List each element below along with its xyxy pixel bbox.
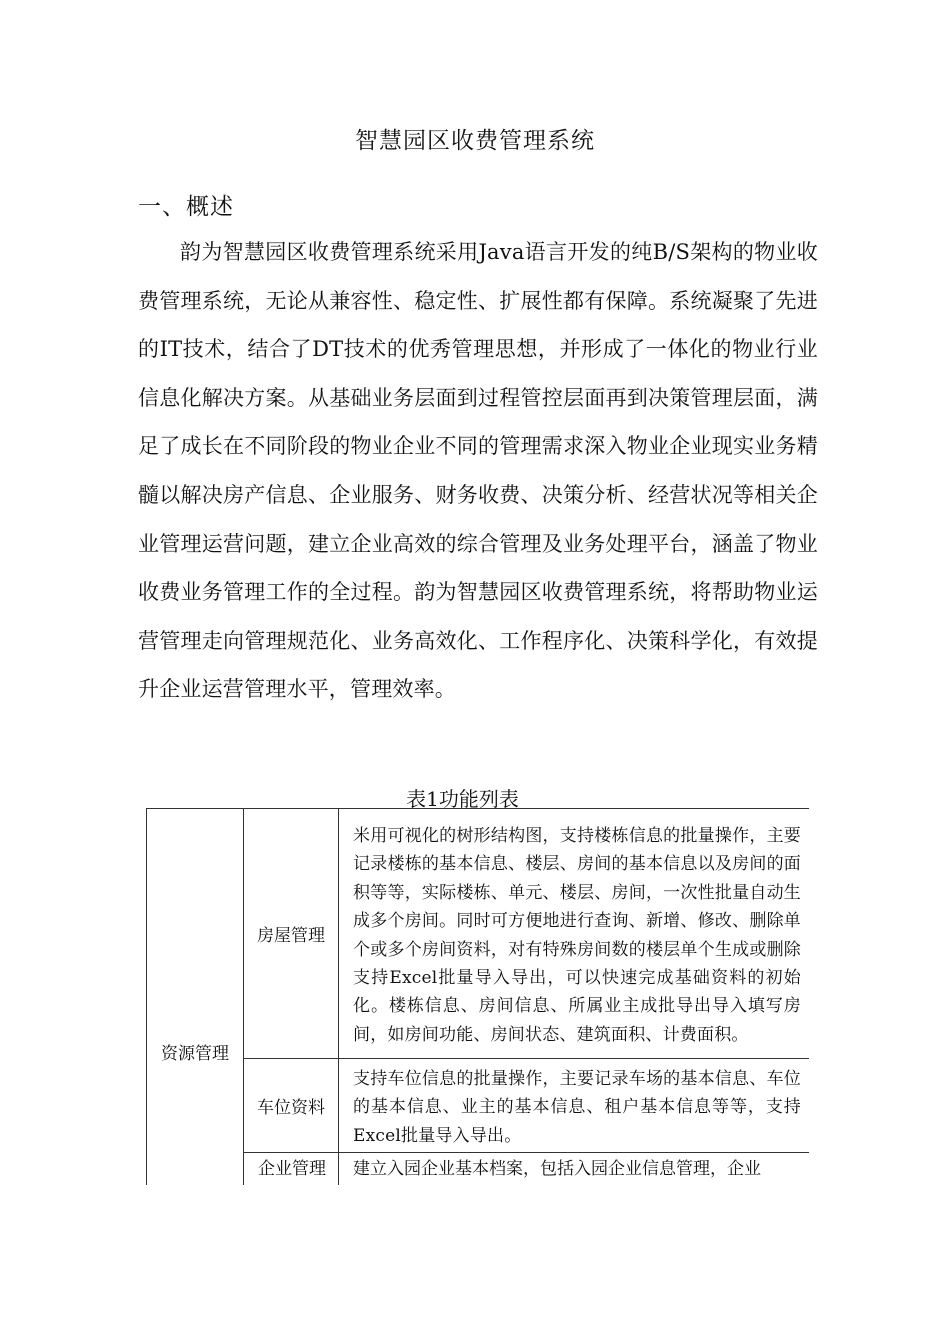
module-description: 支持车位信息的批量操作，主要记录车场的基本信息、车位的基本信息、业主的基本信息、租户基本信息等等，支持Excel批量导入导出。 xyxy=(353,1069,801,1146)
description-cell xyxy=(339,1153,810,1185)
description-cell xyxy=(339,1059,810,1153)
category-label: 资源管理 xyxy=(161,1044,229,1064)
module-description: 米用可视化的树形结构图，支持楼栋信息的批量操作，主要记录楼栋的基本信息、楼层、房间的基本信息以及房间的面积等等，实际楼栋、单元、楼层、房间，一次性批量自动生成多个房间。同时可方便地进行查询、新增、修改、删除单个或多个房间资料，对有特殊房间数的楼层单个生成或删除支持Excel批量导入导出，可以快速完成基础资料的初始化。楼栋信息、房间信息、所属业主成批导出导入填写房间，如房间功能、房间状态、建筑面积、计费面积。 xyxy=(353,825,801,1045)
module-cell xyxy=(244,1153,339,1185)
function-table-container xyxy=(146,808,809,1185)
overview-paragraph: 韵为智慧园区收费管理系统采用Java语言开发的纯B/S架构的物业收费管理系统，无论从兼容性、稳定性、扩展性都有保障。系统凝聚了先进的IT技术，结合了DT技术的优秀管理思想，并形成了一体化的物业行业信息化解决方案。从基础业务层面到过程管控层面再到决策管理层面，满足了成长在不同阶段的物业企业不同的管理需求深入物业企业现实业务精髓以解决房产信息、企业服务、财务收费、决策分析、经营状况等相关企业管理运营问题，建立企业高效的综合管理及业务处理平台，涵盖了物业收费业务管理工作的全过程。韵为智慧园区收费管理系统，将帮助物业运营管理走向管理规范化、业务高效化、工作程序化、决策科学化，有效提升企业运营管理水平，管理效率。 xyxy=(138,240,818,702)
table-row xyxy=(147,1153,810,1185)
module-cell xyxy=(244,1059,339,1153)
module-label: 车位资料 xyxy=(257,1098,325,1119)
category-cell xyxy=(147,809,244,1186)
table-caption: 表1功能列表 xyxy=(406,787,519,811)
table-row xyxy=(147,809,810,1059)
function-table xyxy=(146,808,809,1185)
table-row xyxy=(147,1059,810,1153)
document-title: 智慧园区收费管理系统 xyxy=(355,128,595,154)
module-label: 房屋管理 xyxy=(257,926,325,946)
description-cell xyxy=(339,809,810,1059)
section-heading-overview: 一、概述 xyxy=(138,194,234,220)
module-cell xyxy=(244,809,339,1059)
module-description: 建立入园企业基本档案，包括入园企业信息管理，企业 xyxy=(353,1159,761,1180)
module-label: 企业管理 xyxy=(258,1159,326,1180)
